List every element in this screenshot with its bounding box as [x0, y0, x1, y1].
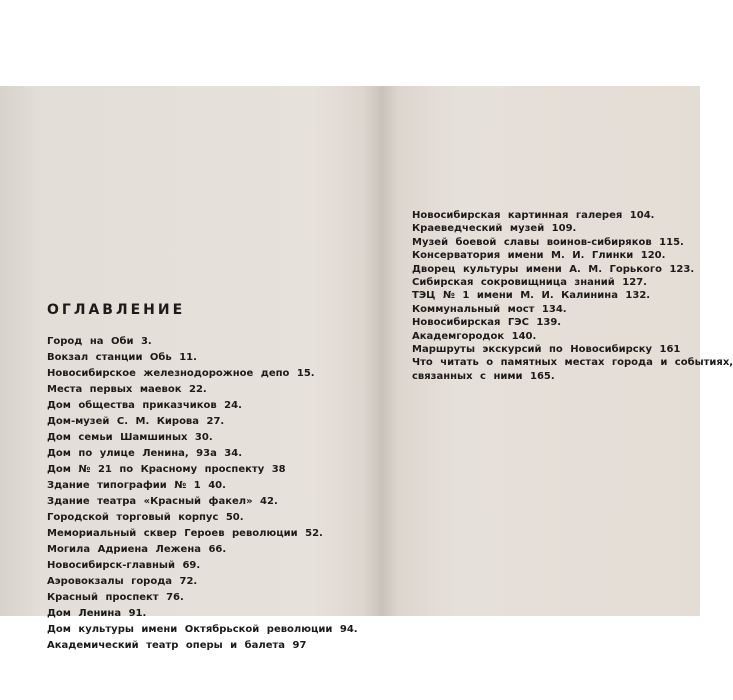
contents-entry: Могила Адриена Лежена 66. [47, 544, 227, 555]
contents-entry: Дом-музей С. М. Кирова 27. [47, 416, 225, 427]
right-page-contents [412, 209, 733, 383]
book-spread [0, 86, 733, 651]
contents-entry: Дворец культуры имени А. М. Горького 123. [412, 263, 695, 275]
contents-entry: связанных с ними 165. [412, 370, 555, 382]
left-page-contents [47, 302, 358, 654]
contents-entry: Что читать о памятных местах города и событиях, [412, 357, 733, 369]
contents-entry: Дом № 21 по Красному проспекту 38 [47, 464, 286, 475]
contents-entry: Здание типографии № 1 40. [47, 480, 226, 491]
contents-entry: ТЭЦ № 1 имени М. И. Калинина 132. [412, 290, 651, 302]
contents-entry: Городской торговый корпус 50. [47, 512, 244, 523]
contents-entry: Мемориальный сквер Героев революции 52. [47, 528, 323, 539]
contents-entry: Дом общества приказчиков 24. [47, 400, 242, 411]
contents-entry: Академический театр оперы и балета 97 [47, 640, 307, 651]
contents-entry: Новосибирская ГЭС 139. [412, 317, 562, 329]
contents-entry: Дом культуры имени Октябрьской революции 94. [47, 624, 358, 635]
contents-entry: Новосибирское железнодорожное депо 15. [47, 368, 315, 379]
contents-entry: Новосибирская картинная галерея 104. [412, 210, 655, 221]
contents-entry: Дом семьи Шамшиных 30. [47, 432, 213, 443]
contents-entry: Сибирская сокровищница знаний 127. [412, 276, 647, 288]
contents-list-left [47, 334, 358, 654]
contents-entry: Места первых маевок 22. [47, 384, 207, 395]
contents-entry: Красный проспект 76. [47, 592, 184, 603]
contents-entry: Маршруты экскурсий по Новосибирску 161 [412, 343, 681, 355]
contents-entry: Академгородок 140. [412, 330, 537, 342]
contents-entry: Дом Ленина 91. [47, 608, 147, 619]
contents-list-right [412, 209, 733, 383]
contents-entry: Консерватория имени М. И. Глинки 120. [412, 250, 666, 262]
contents-entry: Здание театра «Красный факел» 42. [47, 496, 278, 507]
contents-entry: Краеведческий музей 109. [412, 223, 577, 235]
contents-entry: Дом по улице Ленина, 93а 34. [47, 448, 243, 459]
contents-entry: Аэровокзалы города 72. [47, 576, 198, 587]
contents-entry: Новосибирск-главный 69. [47, 560, 201, 571]
contents-entry: Музей боевой славы воинов-сибиряков 115. [412, 236, 684, 248]
contents-entry: Коммунальный мост 134. [412, 303, 567, 315]
contents-entry: Вокзал станции Обь 11. [47, 352, 197, 363]
contents-entry: Город на Оби 3. [47, 336, 152, 347]
contents-heading: ОГЛАВЛЕНИЕ [47, 302, 186, 318]
